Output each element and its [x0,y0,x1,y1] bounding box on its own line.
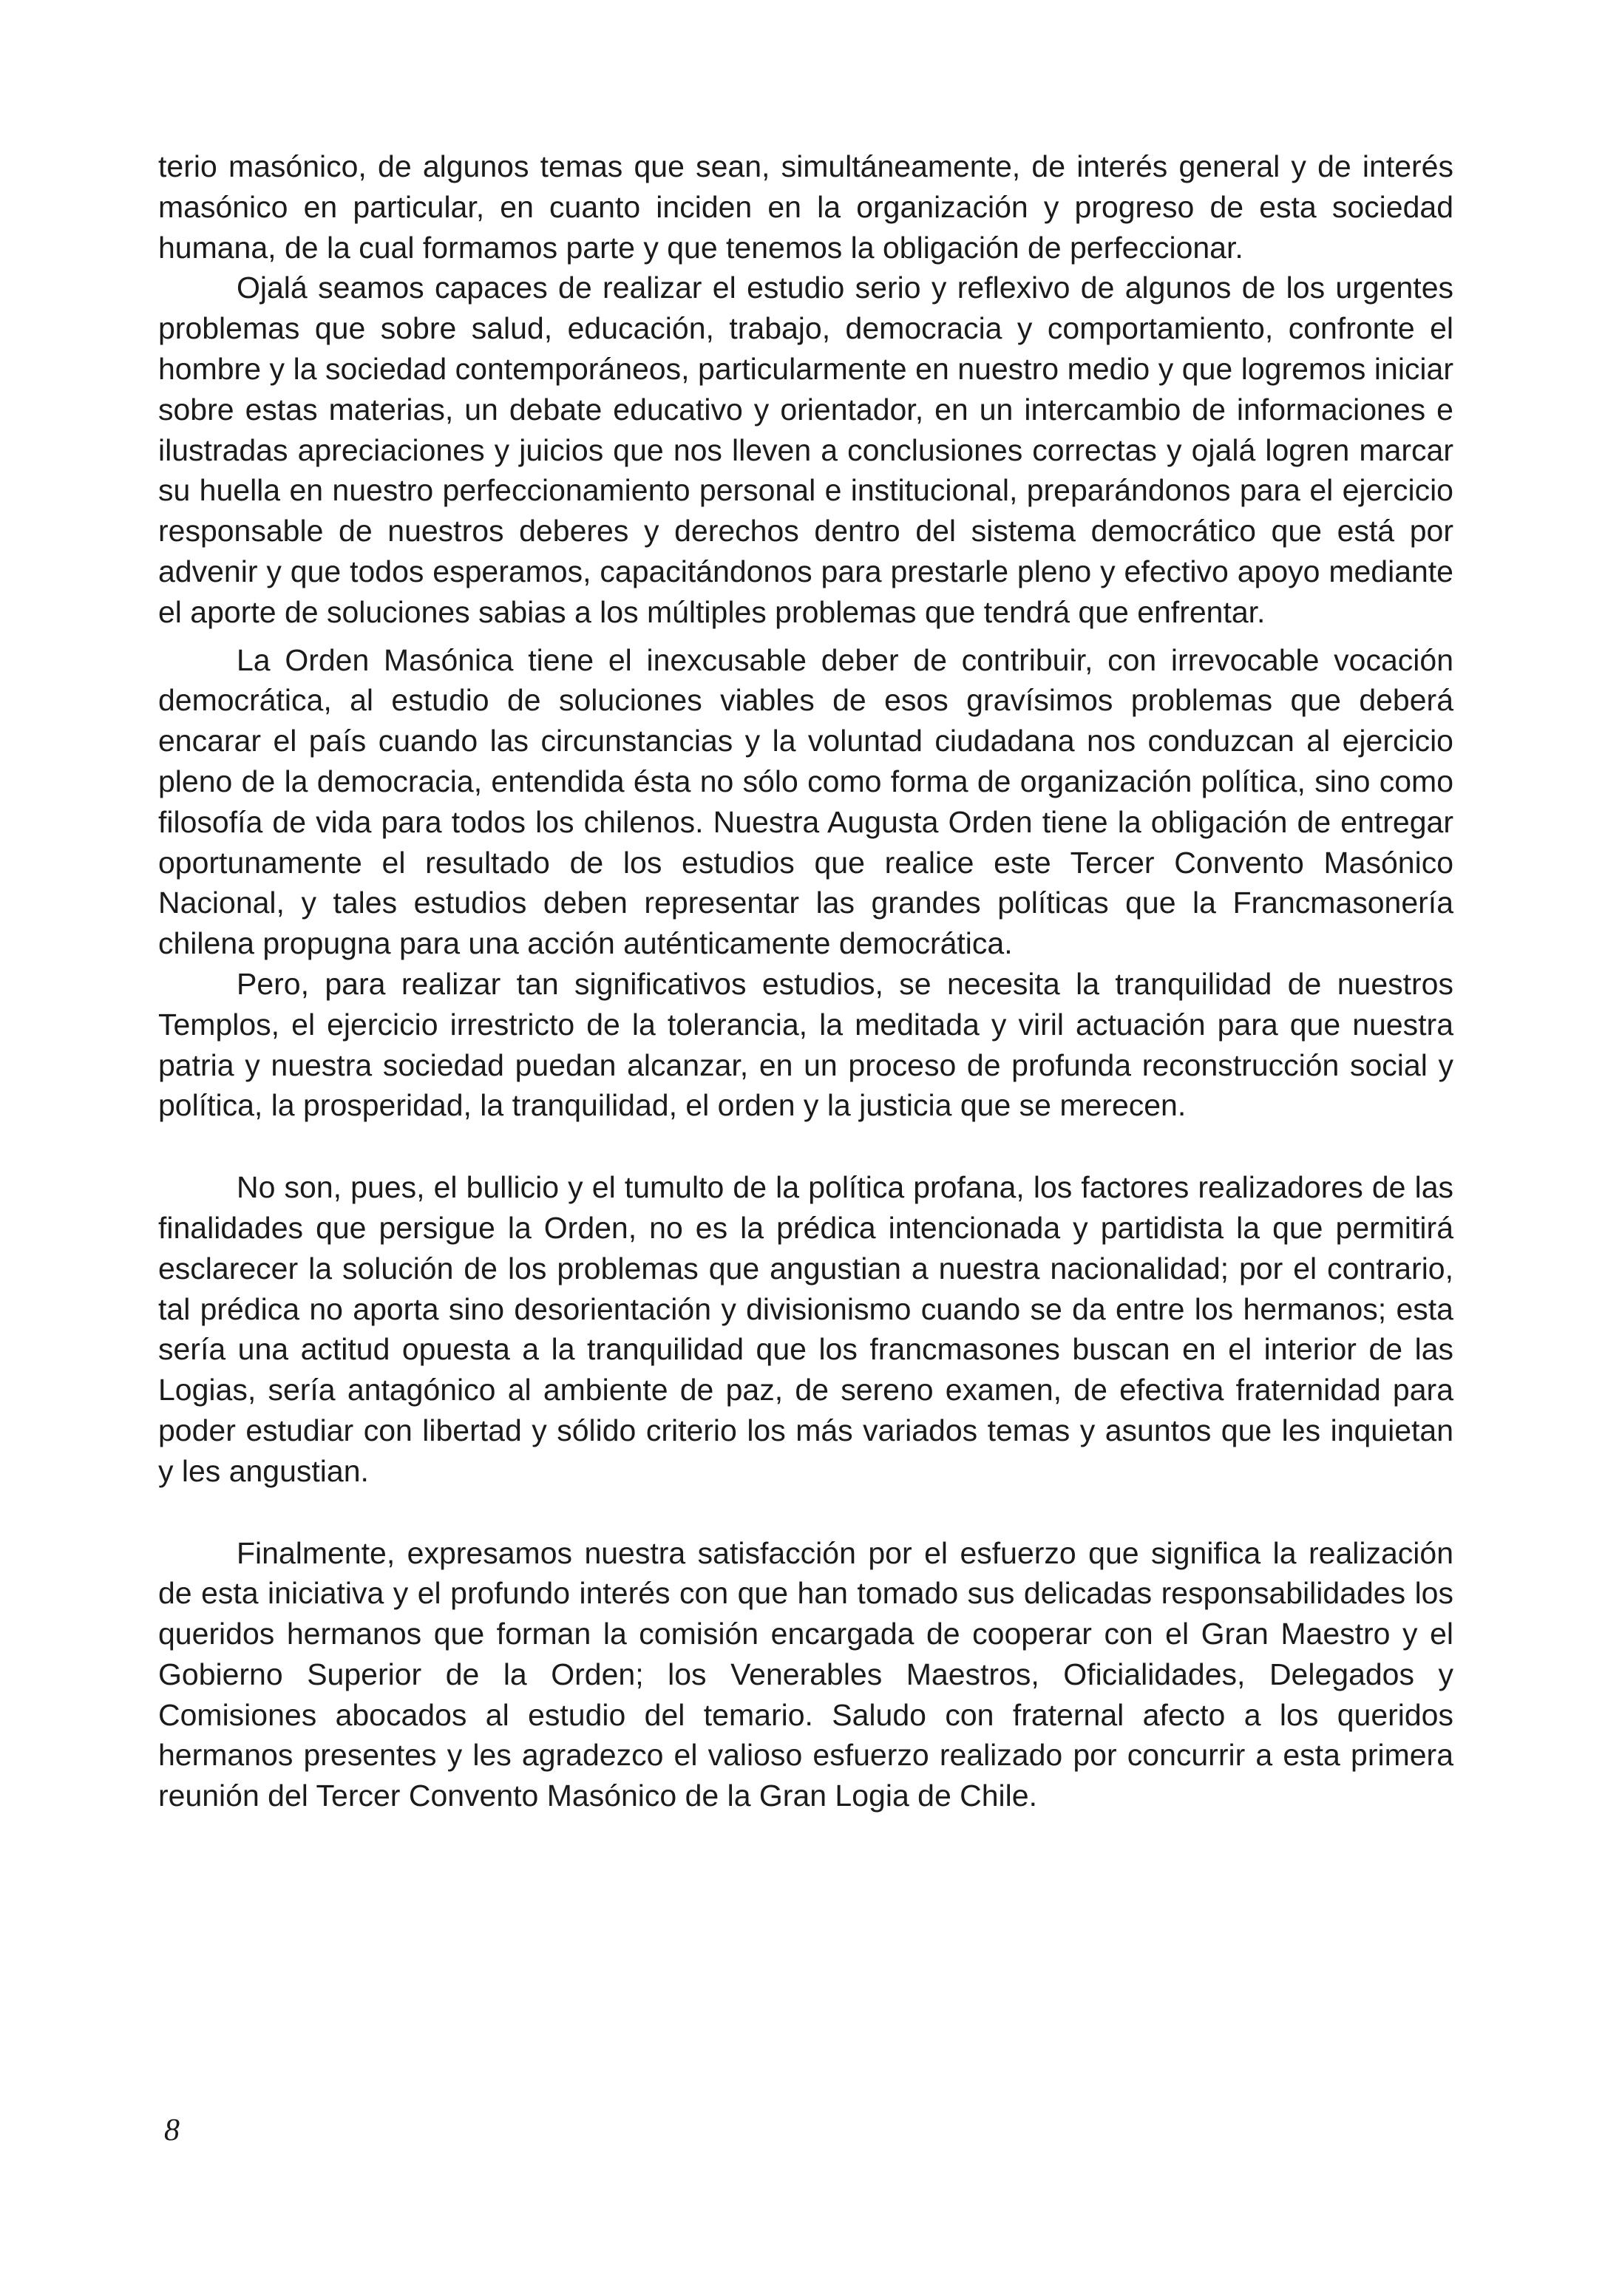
paragraph-pero: Pero, para realizar tan significativos estudios, se necesita la tranquilidad de nuestros Templos, el ejercicio irrestricto de la tolerancia, la meditada y viril actuación para que nuestra patria y nuestra sociedad puedan alcanzar, en un proceso de profunda reconstrucción social y política, la prosperidad, la tranquilidad, el orden y la justicia que se merecen. [158,966,1453,1123]
paragraph-orden-masonica: La Orden Masónica tiene el inexcusable deber de contribuir, con irrevocable vocación democrática, al estudio de soluciones viables de esos gravísimos problemas que deberá encarar el país cuando las circunstancias y la voluntad ciudadana nos conduzcan al ejercicio pleno de la democracia, entendida ésta no sólo como forma de organización política, sino como filosofía de vida para todos los chilenos. Nuestra Augusta Orden tiene la obligación de entregar oportunamente el resultado de los estudios que realice este Tercer Convento Masónico Nacional, y tales estudios deben representar las grandes políticas que la Francmasonería chilena propugna para una acción auténticamente democrática. [158,642,1453,961]
paragraph-finalmente: Finalmente, expresamos nuestra satisfacción por el esfuerzo que significa la realización de esta iniciativa y el profundo interés con que han tomado sus delicadas responsabilidades los queridos hermanos que forman la comisión encargada de cooperar con el Gran Maestro y el Gobierno Superior de la Orden; los Venerables Maestros, Oficialidades, Delegados y Comisiones abocados al estudio del temario. Saludo con fraternal afecto a los queridos hermanos presentes y les agradezco el valioso esfuerzo realizado por concurrir a esta primera reunión del Tercer Convento Masónico de la Gran Logia de Chile. [158,1535,1453,1813]
body-text [158,146,1453,1816]
paragraph-continuation: terio masónico, de algunos temas que sean, simultáneamente, de interés general y de interés masónico en particular, en cuanto inciden en la organización y progreso de esta sociedad humana, de la cual formamos parte y que tenemos la obligación de perfeccionar. [158,149,1453,265]
page-number: 8 [164,2113,180,2147]
paragraph-ojala: Ojalá seamos capaces de realizar el estudio serio y reflexivo de algunos de los urgentes problemas que sobre salud, educación, trabajo, democracia y comportamiento, confronte el hombre y la sociedad contemporáneos, particularmente en nuestro medio y que logremos iniciar sobre estas materias, un debate educativo y orientador, en un intercambio de informaciones e ilustradas apreciaciones y juicios que nos lleven a conclusiones correctas y ojalá logren marcar su huella en nuestro perfeccionamiento personal e institucional, preparándonos para el ejercicio responsable de nuestros deberes y derechos dentro del sistema democrático que está por advenir y que todos esperamos, capacitándonos para prestarle pleno y efectivo apoyo mediante el aporte de soluciones sabias a los múltiples problemas que tendrá que enfrentar. [158,271,1453,629]
paragraph-no-son: No son, pues, el bullicio y el tumulto de la política profana, los factores realizadores de las finalidades que persigue la Orden, no es la prédica intencionada y partidista la que permitirá esclarecer la solución de los problemas que angustian a nuestra nacionalidad; por el contrario, tal prédica no aporta sino desorientación y divisionismo cuando se da entre los hermanos; esta sería una actitud opuesta a la tranquilidad que los francmasones buscan en el interior de las Logias, sería antagónico al ambiente de paz, de sereno examen, de efectiva fraternidad para poder estudiar con libertad y sólido criterio los más variados temas y asuntos que les inquietan y les angustian. [158,1170,1453,1488]
